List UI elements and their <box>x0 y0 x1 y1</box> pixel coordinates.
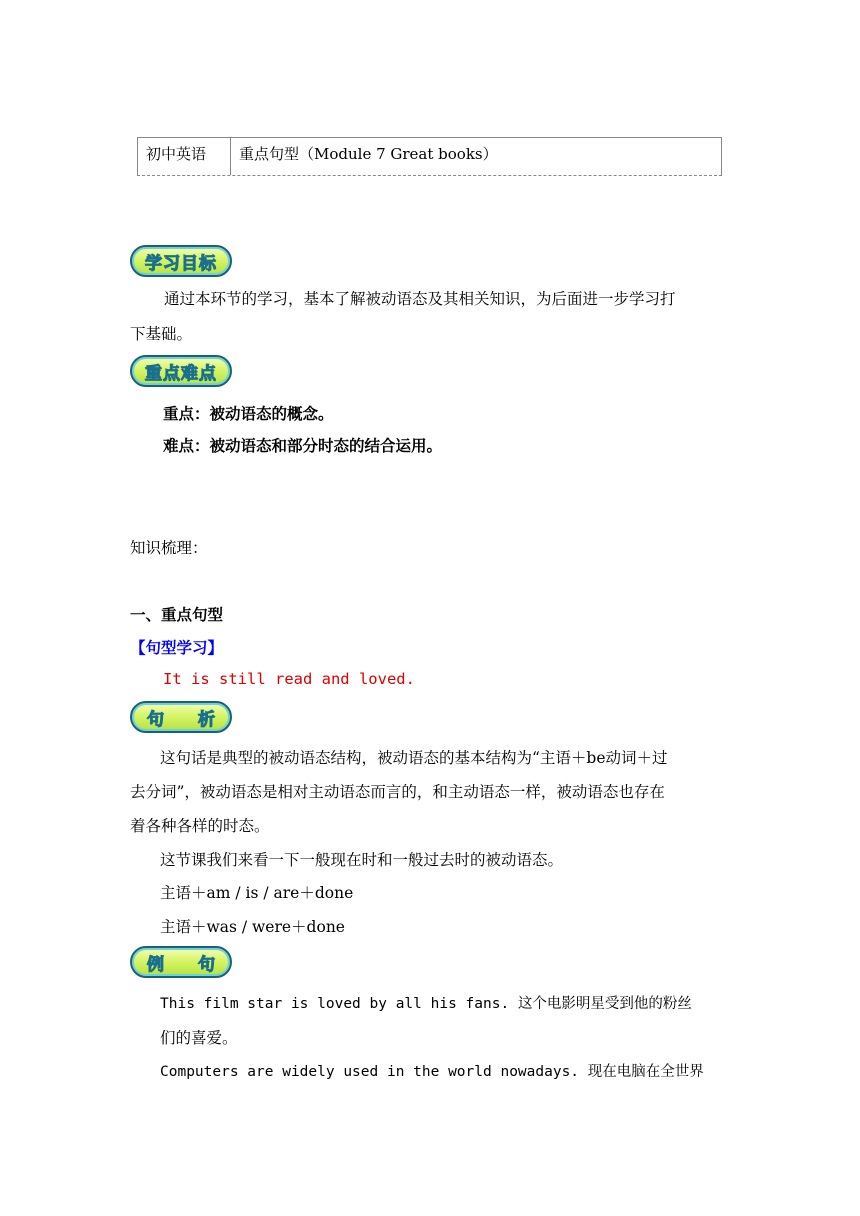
difficulty-text: 难点：被动语态和部分时态的结合运用。 <box>163 437 443 455</box>
analysis-line-4: 这节课我们来看一下一般现在时和一般过去时的被动语态。 <box>160 851 564 869</box>
examples-badge <box>130 946 232 978</box>
goals-text-line-2: 下基础。 <box>130 325 193 343</box>
example-1-line-2: 们的喜爱。 <box>160 1029 238 1047</box>
section-title: 一、重点句型 <box>130 606 224 624</box>
analysis-line-2: 去分词”，被动语态是相对主动语态而言的，和主动语态一样，被动语态也存在 <box>130 783 665 801</box>
header-table <box>137 137 722 176</box>
formula-past: 主语＋was / were＋done <box>160 918 345 936</box>
key-points-badge <box>130 355 232 387</box>
sentence-label: 【句型学习】 <box>130 639 224 657</box>
analysis-badge-label: 句 析 <box>147 709 229 730</box>
analysis-badge <box>130 701 232 733</box>
topic-cell: 重点句型（Module 7 Great books） <box>239 145 498 163</box>
example-1-line-1: This film star is loved by all his fans. 这个电影明星受到他的粉丝 <box>160 996 692 1012</box>
examples-badge-label: 例 句 <box>147 954 229 975</box>
key-points-badge-label: 重点难点 <box>145 363 217 384</box>
key-point-text: 重点：被动语态的概念。 <box>163 405 334 423</box>
knowledge-heading: 知识梳理： <box>130 539 208 557</box>
key-sentence: It is still read and loved. <box>163 670 415 688</box>
formula-present: 主语＋am / is / are＋done <box>160 884 354 902</box>
goals-text-line-1: 通过本环节的学习，基本了解被动语态及其相关知识，为后面进一步学习打 <box>164 290 676 308</box>
subject-cell: 初中英语 <box>138 138 231 175</box>
analysis-line-3: 着各种各样的时态。 <box>130 817 270 835</box>
learning-goals-badge <box>130 245 232 277</box>
analysis-line-1: 这句话是典型的被动语态结构，被动语态的基本结构为“主语＋be动词＋过 <box>160 749 668 767</box>
example-2-line-1: Computers are widely used in the world nowadays. 现在电脑在全世界 <box>160 1064 704 1080</box>
learning-goals-badge-label: 学习目标 <box>145 253 217 274</box>
